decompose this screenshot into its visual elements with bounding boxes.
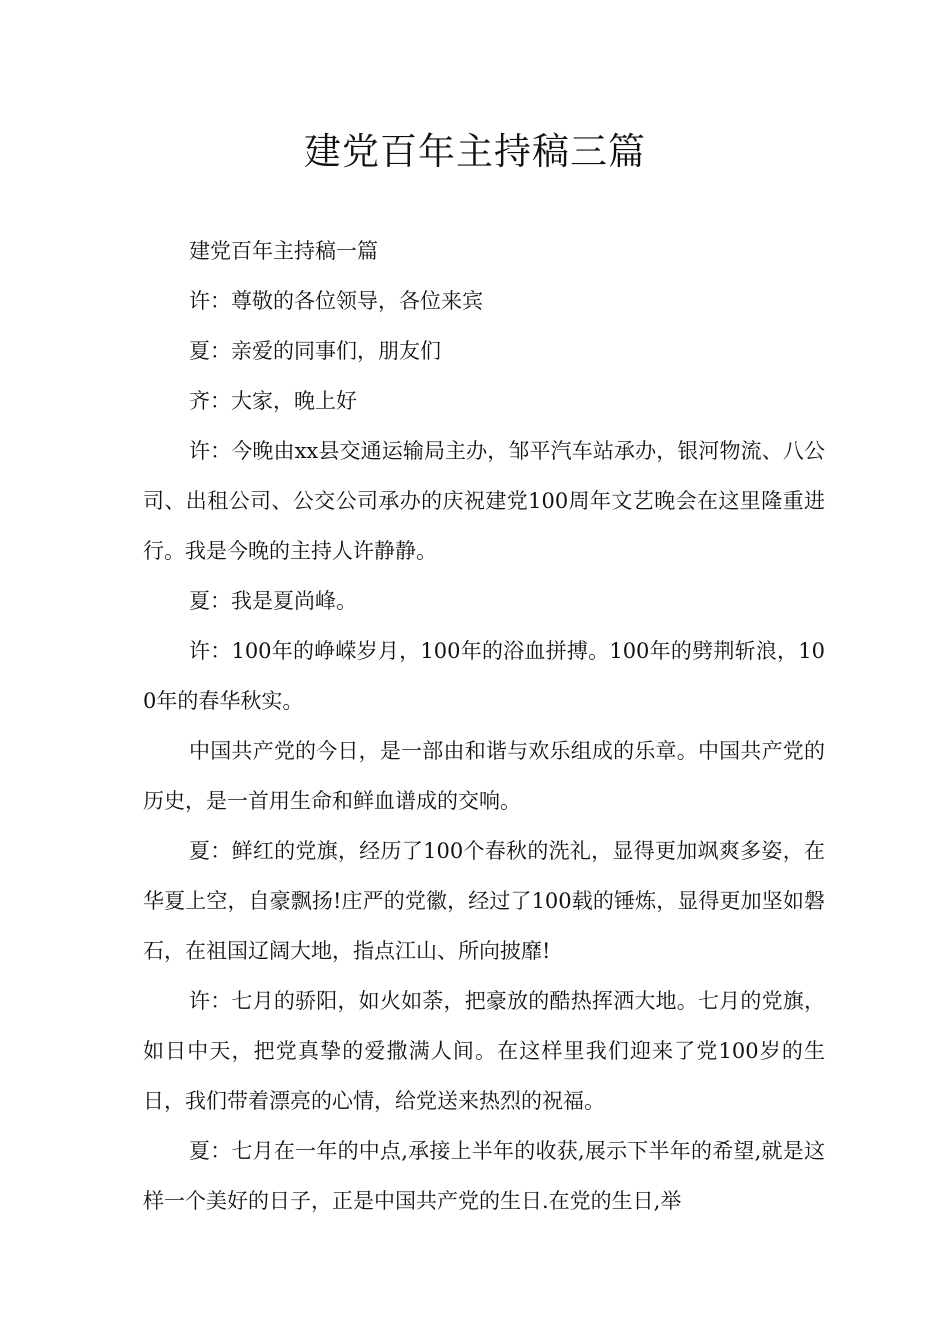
document-body <box>143 226 825 1226</box>
paragraph-greeting-xia: 夏：亲爱的同事们，朋友们 <box>189 339 441 363</box>
paragraph-hundred-years: 许：100年的峥嵘岁月，100年的浴血拼搏。100年的劈荆斩浪，100年的春华秋实。 <box>143 639 825 713</box>
paragraph-party-history: 中国共产党的今日，是一部由和谐与欢乐组成的乐章。中国共产党的历史，是一首用生命和鲜血谱成的交响。 <box>143 739 825 813</box>
paragraph-greeting-together: 齐：大家，晚上好 <box>189 389 357 413</box>
paragraph-july-midpoint: 夏：七月在一年的中点,承接上半年的收获,展示下半年的希望,就是这样一个美好的日子，正是中国共产党的生日.在党的生日,举 <box>143 1139 825 1213</box>
document-title: 建党百年主持稿三篇 <box>304 130 646 173</box>
paragraph-intro-xia: 夏：我是夏尚峰。 <box>189 589 357 613</box>
paragraph-section-heading: 建党百年主持稿一篇 <box>189 239 378 263</box>
paragraph-greeting-xu: 许：尊敬的各位领导，各位来宾 <box>189 289 483 313</box>
paragraph-july-sun: 许：七月的骄阳，如火如荼，把豪放的酷热挥洒大地。七月的党旗，如日中天，把党真挚的爱撒满人间。在这样里我们迎来了党100岁的生日，我们带着漂亮的心情，给党送来热烈的祝福。 <box>143 989 825 1113</box>
paragraph-opening-xu: 许：今晚由xx县交通运输局主办，邹平汽车站承办，银河物流、八公司、出租公司、公交公司承办的庆祝建党100周年文艺晚会在这里隆重进行。我是今晚的主持人许静静。 <box>143 439 825 563</box>
paragraph-party-flag: 夏：鲜红的党旗，经历了100个春秋的洗礼，显得更加飒爽多姿，在华夏上空，自豪飘扬!庄严的党徽，经过了100载的锤炼，显得更加坚如磐石，在祖国辽阔大地，指点江山、所向披靡! <box>143 839 825 963</box>
